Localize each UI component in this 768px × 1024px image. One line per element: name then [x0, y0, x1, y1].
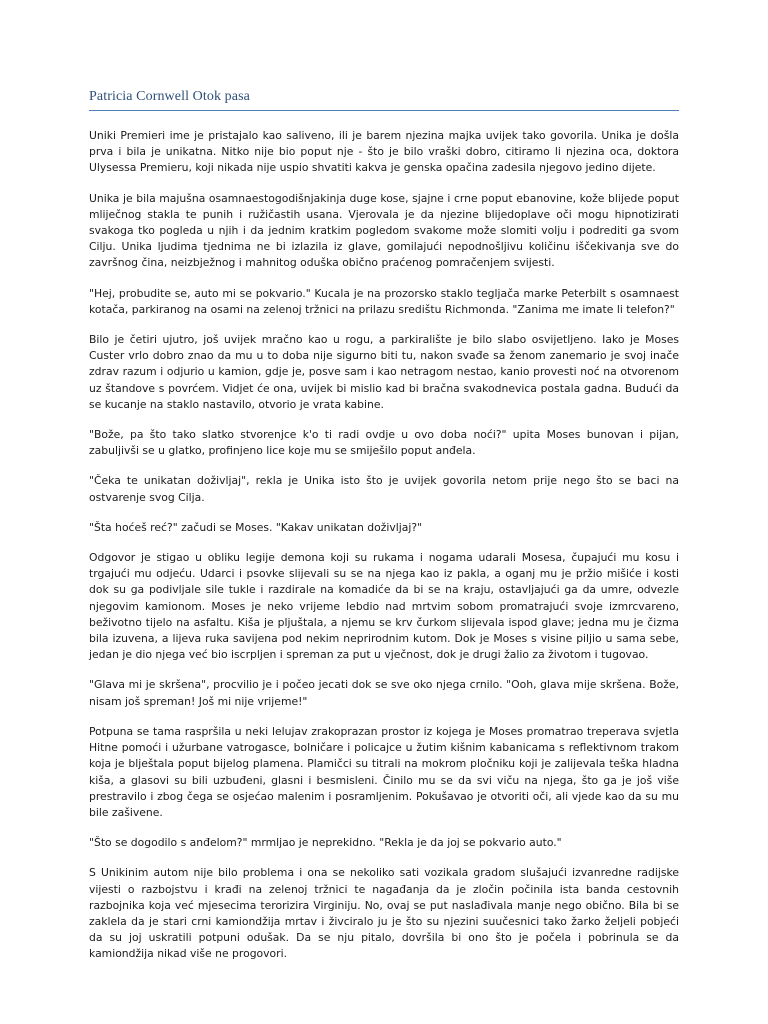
document-title: Patricia Cornwell Otok pasa [89, 89, 250, 104]
paragraph: Uniki Premieri ime je pristajalo kao saliveno, ili je barem njezina majka uvijek tako govorila. Unika je došla prva i bila je unikatna. Nitko nije bio poput nje - što je bilo vraški dobro, citiramo li njezina oca, doktora Ulysessa Premieru, koji nikada nije uspio shvatiti kakva je genska opačina zadesila njegovo jedino dijete. [89, 129, 679, 175]
paragraph: Potpuna se tama raspršila u neki lelujav zrakoprazan prostor iz kojega je Moses promatrao treperava svjetla Hitne pomoći i užurbane vatrogasce, bolničare i policajce u žutim kišnim kabanicama s reflektivnom trakom koja je blještala poput bijelog plamena. Plamičci su titrali na mokrom pločniku koji je zalijevala teška hladna kiša, a glasovi su bili uzbuđeni, glasni i besmisleni. Činilo mu se da svi viču na njega, što ga je još više prestravilo i zbog čega se osjećao malenim i posramljenim. Pokušavao je otvoriti oči, ali vjede kao da su mu bile zašivene. [89, 724, 679, 819]
paragraph: Odgovor je stigao u obliku legije demona koji su rukama i nogama udarali Mosesa, čupajući mu kosu i trgajući mu odjeću. Udarci i psovke slijevali su se na njega kao iz pakla, a oganj mu je pržio mišiće i kosti dok su ga podivljale sile tukle i razdirale na komadiće da bi se na kraju, ostavljajući ga da umre, odvezle njegovim kamionom. Moses je neko vrijeme lebdio nad mrtvim sobom promatrajući svoje izmrcvareno, beživotno tijelo na asfaltu. Kiša je pljuštala, a njemu se krv čurkom slijevala ispod glave; jedna mu je čizma bila izuvena, a lijeva ruka savijena pod nekim neprirodnim kutom. Dok je Moses s visine piljio u sama sebe, jedan je dio njega već bio iscrpljen i spreman za put u vječnost, dok je drugi žalio za životom i tugovao. [89, 551, 679, 662]
paragraph: "Čeka te unikatan doživljaj", rekla je Unika isto što je uvijek govorila netom prije nego što se baci na ostvarenje svog Cilja. [89, 474, 679, 504]
document-body [89, 128, 679, 963]
paragraph: Bilo je četiri ujutro, još uvijek mračno kao u rogu, a parkiralište je bilo slabo osvijetljeno. Iako je Moses Custer vrlo dobro znao da mu u to doba nije sigurno biti tu, nakon svađe sa ženom zanemario je svoj inače zdrav razum i odjurio u kamion, gdje je, posve sam i kao netragom nestao, kanio provesti noć na otvorenom uz štandove s povrćem. Vidjet će ona, uvijek bi mislio kad bi bračna svakodnevica postala gadna. Budući da se kucanje na staklo nastavilo, otvorio je vrata kabine. [89, 333, 679, 411]
paragraph: "Bože, pa što tako slatko stvorenjce k'o ti radi ovdje u ovo doba noći?" upita Moses bunovan i pijan, zabuljivši se u glatko, profinjeno lice koje mu se smiješilo poput anđela. [89, 428, 679, 458]
paragraph: "Što se dogodilo s anđelom?" mrmljao je neprekidno. "Rekla je da joj se pokvario auto." [89, 836, 562, 850]
paragraph: "Hej, probudite se, auto mi se pokvario." Kucala je na prozorsko staklo tegljača marke Peterbilt s osamnaest kotača, parkiranog na osami na zelenoj tržnici na prilazu središtu Richmonda. "Zanima me imate li telefon?" [89, 286, 679, 316]
paragraph: S Unikinim autom nije bilo problema i ona se nekoliko sati vozikala gradom slušajući izvanredne radijske vijesti o razbojstvu i krađi na zelenoj tržnici te nagađanja da je zločin počinila ista banda cestovnih razbojnika koja već mjesecima terorizira Virginiju. No, ovaj se put naslađivala manje nego obično. Bila bi se zaklela da je stari crni kamiondžija mrtav i živciralo ju je što su njezini suučesnici tako žarko željeli pobjeći da su joj uskratili potpuni odušak. Da se nju pitalo, dovršila bi ono što je počela i pobrinula se da kamiondžija nikad više ne progovori. [89, 866, 679, 961]
paragraph: "Glava mi je skršena", procvilio je i počeo jecati dok se sve oko njega crnilo. "Ooh, glava mije skršena. Bože, nisam još spreman! Još mi nije vrijeme!" [89, 678, 679, 708]
title-underline [89, 110, 679, 111]
paragraph: "Šta hoćeš reć?" začudi se Moses. "Kakav unikatan doživljaj?" [89, 520, 423, 534]
paragraph: Unika je bila majušna osamnaestogodišnjakinja duge kose, sjajne i crne poput ebanovine, kože blijede poput mliječnog stakla te punih i ružičastih usana. Vjerovala je da njezine blijedoplave oči mogu hipnotizirati svakoga tko pogleda u njih i da jednim kratkim pogledom svakome može slomiti volju i podrediti ga svom Cilju. Unika ljudima tjednima ne bi izlazila iz glave, gomilajući nepodnošljivu količinu iščekivanja sve do završnog čina, neizbježnog i mahnitog oduška obično praćenog pomračenjem svijesti. [89, 191, 679, 270]
